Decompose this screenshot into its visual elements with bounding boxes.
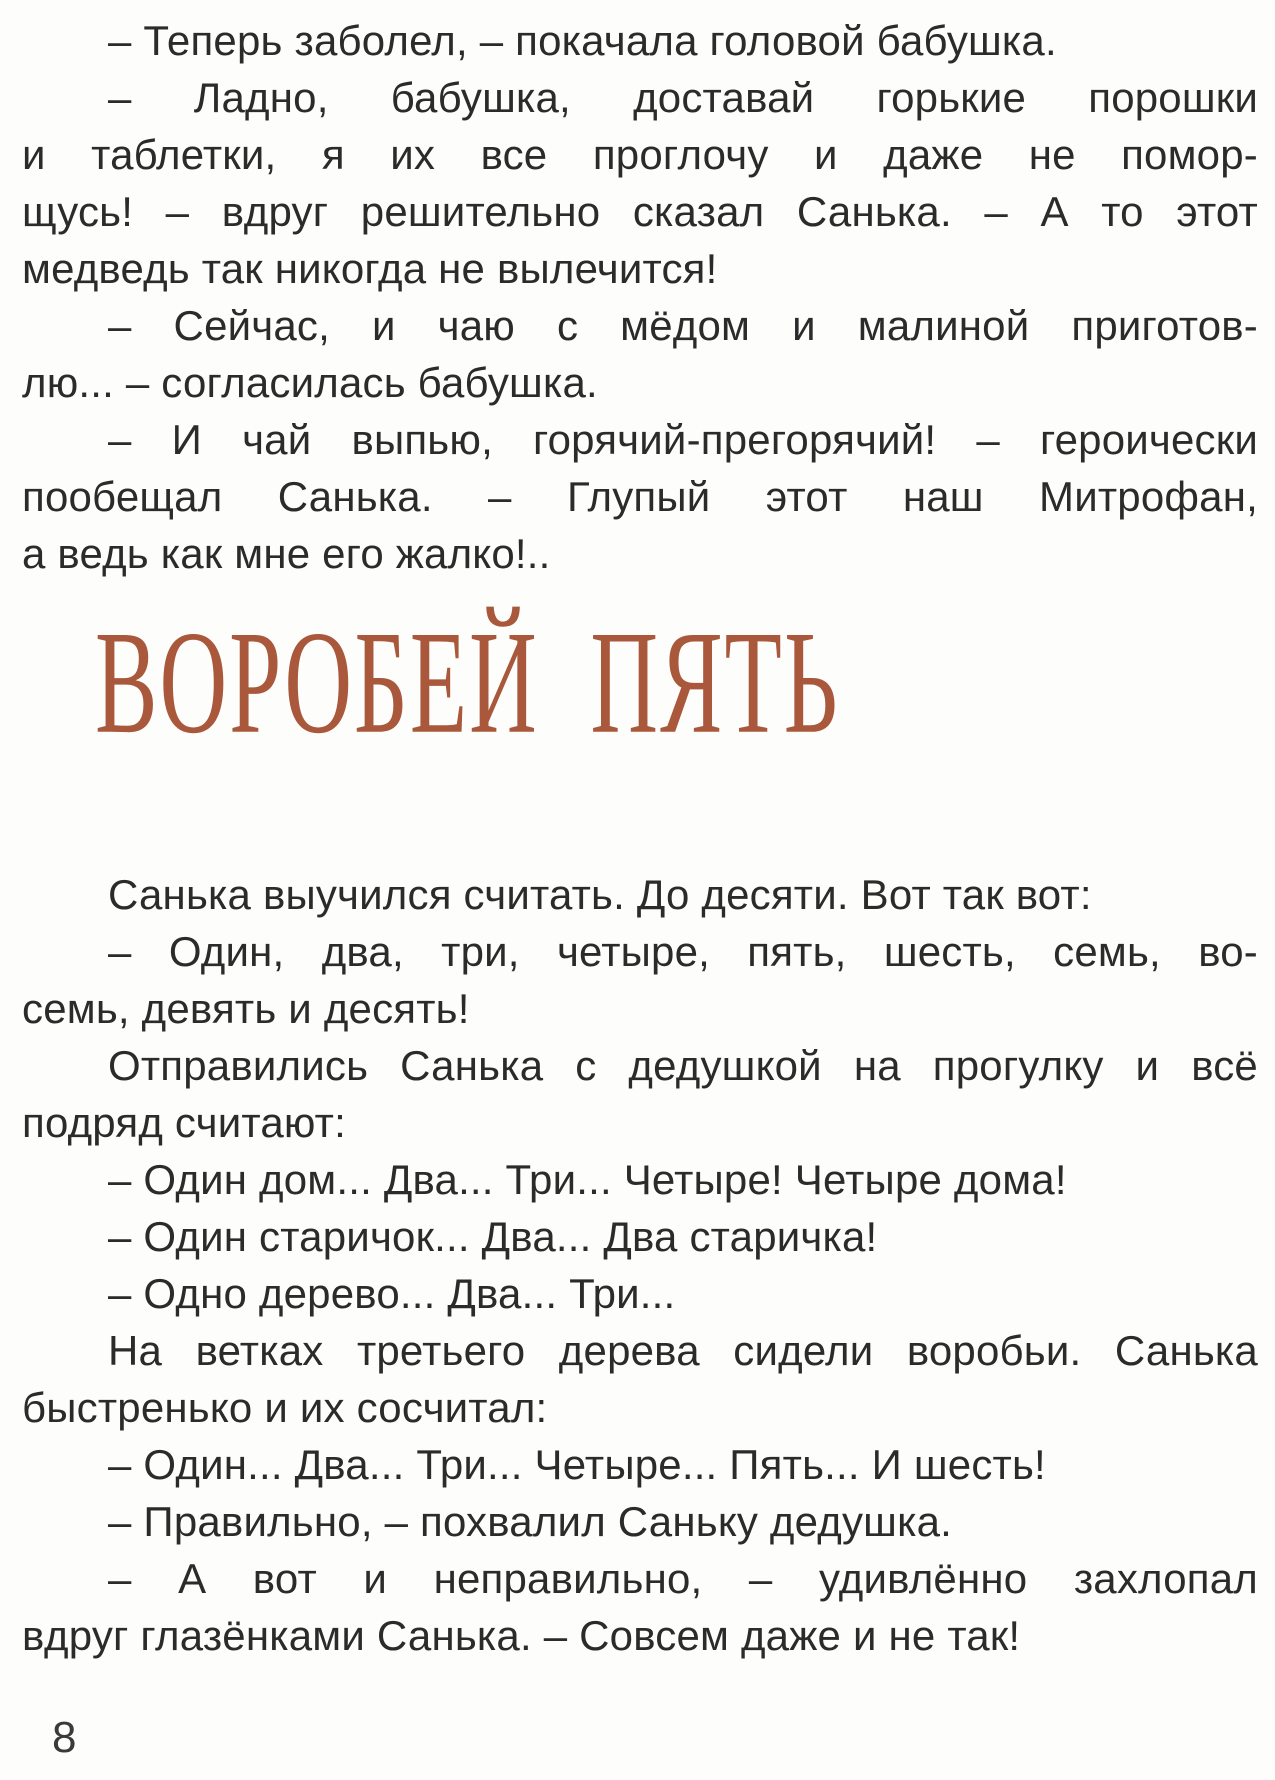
- paragraph: [22, 1322, 1258, 1436]
- paragraph: [22, 1037, 1258, 1151]
- paragraph: [22, 1493, 1258, 1550]
- paragraphs-before-heading: [22, 12, 1258, 582]
- paragraphs-after-heading: [22, 866, 1258, 1664]
- text-line: Санька выучился считать. До десяти. Вот так вот:: [108, 871, 1092, 918]
- text-line: – Один, два, три, четыре, пять, шесть, семь, во-: [108, 928, 1258, 975]
- text-line: пообещал Санька. – Глупый этот наш Митрофан,: [22, 473, 1258, 520]
- paragraph: [22, 866, 1258, 923]
- text-line: – И чай выпью, горячий-прегорячий! – героически: [108, 416, 1258, 463]
- text-line: подряд считают:: [22, 1099, 346, 1146]
- story-title: ВОРОБЕЙ ПЯТЬ: [95, 599, 840, 764]
- text-line: – Теперь заболел, – покачала головой бабушка.: [108, 17, 1057, 64]
- paragraph: [22, 1151, 1258, 1208]
- text-line: На ветках третьего дерева сидели воробьи. Санька: [108, 1327, 1258, 1374]
- paragraph: [22, 12, 1258, 69]
- text-line: вдруг глазёнками Санька. – Совсем даже и не так!: [22, 1612, 1021, 1659]
- text-line: – Сейчас, и чаю с мёдом и малиной приготов-: [108, 302, 1258, 349]
- text-line: – Правильно, – похвалил Саньку дедушка.: [108, 1498, 953, 1545]
- paragraph: [22, 411, 1258, 582]
- paragraph: [22, 1436, 1258, 1493]
- paragraph: [22, 1550, 1258, 1664]
- text-line: – Один старичок... Два... Два старичка!: [108, 1213, 878, 1260]
- text-line: медведь так никогда не вылечится!: [22, 245, 718, 292]
- paragraph: [22, 297, 1258, 411]
- page-number: 8: [52, 1713, 77, 1762]
- text-line: быстренько и их сосчитал:: [22, 1384, 548, 1431]
- text-line: щусь! – вдруг решительно сказал Санька. – А то этот: [22, 188, 1258, 235]
- text-line: лю... – согласилась бабушка.: [22, 359, 598, 406]
- paragraph: [22, 1265, 1258, 1322]
- text-line: а ведь как мне его жалко!..: [22, 530, 551, 577]
- text-line: – А вот и неправильно, – удивлённо захлопал: [108, 1555, 1258, 1602]
- text-line: – Один дом... Два... Три... Четыре! Четыре дома!: [108, 1156, 1067, 1203]
- text-line: Отправились Санька с дедушкой на прогулку и всё: [108, 1042, 1258, 1089]
- text-line: – Ладно, бабушка, доставай горькие порошки: [108, 74, 1258, 121]
- paragraph: [22, 923, 1258, 1037]
- text-line: семь, девять и десять!: [22, 985, 470, 1032]
- paragraph: [22, 69, 1258, 297]
- text-line: – Один... Два... Три... Четыре... Пять... И шесть!: [108, 1441, 1046, 1488]
- paragraph: [22, 1208, 1258, 1265]
- text-line: – Одно дерево... Два... Три...: [108, 1270, 676, 1317]
- text-line: и таблетки, я их все проглочу и даже не помор-: [22, 131, 1258, 178]
